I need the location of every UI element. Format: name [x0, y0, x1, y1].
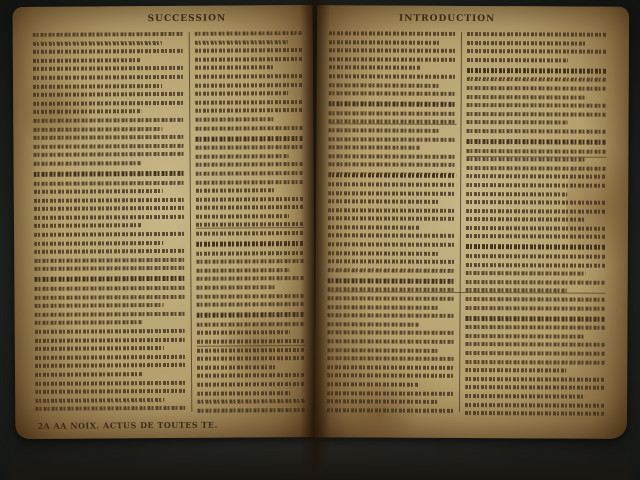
right-page — [315, 5, 629, 439]
left-text-column-2 — [195, 31, 306, 416]
left-page-footer: 2A AA NOIX. ACTUS DE TOUTES TE. — [37, 419, 218, 431]
right-running-head: INTRODUCTION — [399, 13, 496, 25]
right-text-column-2 — [465, 32, 607, 417]
book-edge-shadow — [10, 440, 630, 480]
left-page — [12, 5, 315, 439]
left-text-column-1 — [33, 32, 186, 417]
left-running-head: SUCCESSION — [147, 13, 227, 25]
right-text-column-1 — [327, 31, 457, 416]
